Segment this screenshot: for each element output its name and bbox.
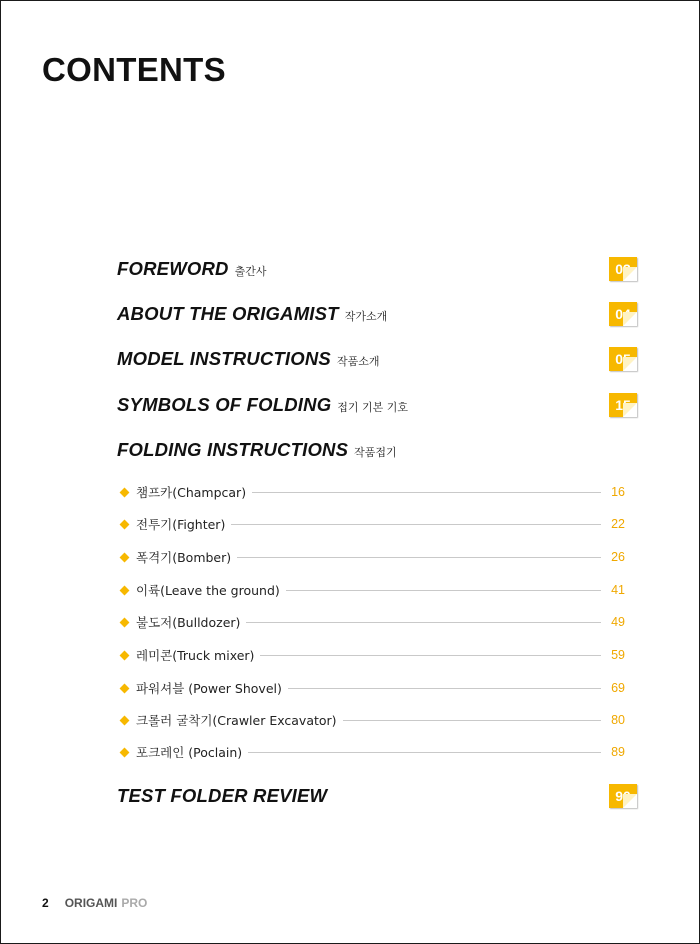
toc-entry-power-shovel[interactable] — [121, 679, 625, 697]
leader-line — [288, 688, 601, 689]
diamond-bullet-icon — [120, 683, 130, 693]
section-title: ABOUT THE ORIGAMIST — [117, 303, 339, 324]
entry-page-number: 89 — [611, 745, 625, 759]
section-folding-instructions[interactable] — [117, 437, 637, 463]
diamond-bullet-icon — [120, 487, 130, 497]
diamond-bullet-icon — [120, 552, 130, 562]
entry-label: 레미콘(Truck mixer) — [136, 648, 255, 663]
section-title: FOLDING INSTRUCTIONS — [117, 439, 349, 460]
entry-label: 크롤러 굴착기(Crawler Excavator) — [136, 713, 337, 728]
entry-label: 불도저(Bulldozer) — [136, 615, 241, 630]
diamond-bullet-icon — [120, 747, 130, 757]
section-symbols-of-folding[interactable] — [117, 392, 637, 418]
leader-line — [248, 752, 601, 753]
footer-page-number: 2 — [42, 896, 49, 910]
page-badge: 15 — [609, 393, 637, 417]
toc-entry-crawler-excavator[interactable] — [121, 711, 625, 729]
section-title: TEST FOLDER REVIEW — [117, 785, 328, 806]
page-badge: 90 — [609, 784, 637, 808]
toc-entry-leave-the-ground[interactable] — [121, 581, 625, 599]
section-test-folder-review[interactable] — [117, 783, 637, 809]
leader-line — [237, 557, 601, 558]
diamond-bullet-icon — [120, 617, 130, 627]
section-foreword[interactable] — [117, 256, 637, 282]
section-subtitle: 출간사 — [234, 265, 267, 278]
leader-line — [260, 655, 601, 656]
toc-entry-truck-mixer[interactable] — [121, 646, 625, 664]
diamond-bullet-icon — [120, 519, 130, 529]
toc-entry-fighter[interactable] — [121, 515, 625, 533]
diamond-bullet-icon — [120, 715, 130, 725]
diamond-bullet-icon — [120, 585, 130, 595]
page-title: CONTENTS — [42, 51, 226, 88]
page-badge: 04 — [609, 302, 637, 326]
section-subtitle: 접기 기본 기호 — [337, 401, 409, 414]
section-subtitle: 작가소개 — [344, 310, 388, 323]
toc-entry-champcar[interactable] — [121, 483, 625, 501]
page-footer — [42, 896, 147, 910]
leader-line — [343, 720, 601, 721]
entry-page-number: 16 — [611, 485, 625, 499]
entry-page-number: 41 — [611, 583, 625, 597]
diamond-bullet-icon — [120, 650, 130, 660]
section-subtitle: 작품접기 — [354, 446, 397, 459]
section-title: MODEL INSTRUCTIONS — [117, 348, 331, 369]
leader-line — [286, 590, 601, 591]
page-badge: 03 — [609, 257, 637, 281]
entry-label: 이륙(Leave the ground) — [136, 583, 280, 598]
entry-page-number: 80 — [611, 713, 625, 727]
entry-label: 챔프카(Champcar) — [136, 485, 247, 500]
toc-entry-bomber[interactable] — [121, 548, 625, 566]
footer-brand: ORIGAMI — [64, 896, 118, 910]
section-subtitle: 작품소개 — [336, 355, 380, 368]
entry-label: 파워셔블 (Power Shovel) — [136, 681, 282, 696]
entry-page-number: 49 — [611, 615, 625, 629]
section-title: SYMBOLS OF FOLDING — [117, 394, 332, 415]
entry-label: 포크레인 (Poclain) — [136, 745, 243, 760]
entry-page-number: 69 — [611, 681, 625, 695]
entry-page-number: 26 — [611, 550, 625, 564]
footer-brand-accent: PRO — [121, 896, 148, 910]
toc-entry-bulldozer[interactable] — [121, 613, 625, 631]
entry-label: 전투기(Fighter) — [136, 517, 226, 532]
leader-line — [252, 492, 601, 493]
section-about-origamist[interactable] — [117, 301, 637, 327]
page-badge: 05 — [609, 347, 637, 371]
section-model-instructions[interactable] — [117, 346, 637, 372]
leader-line — [231, 524, 601, 525]
toc-entry-poclain[interactable] — [121, 743, 625, 761]
entry-label: 폭격기(Bomber) — [136, 550, 232, 565]
leader-line — [246, 622, 601, 623]
entry-page-number: 59 — [611, 648, 625, 662]
entry-page-number: 22 — [611, 517, 625, 531]
section-title: FOREWORD — [117, 258, 229, 279]
